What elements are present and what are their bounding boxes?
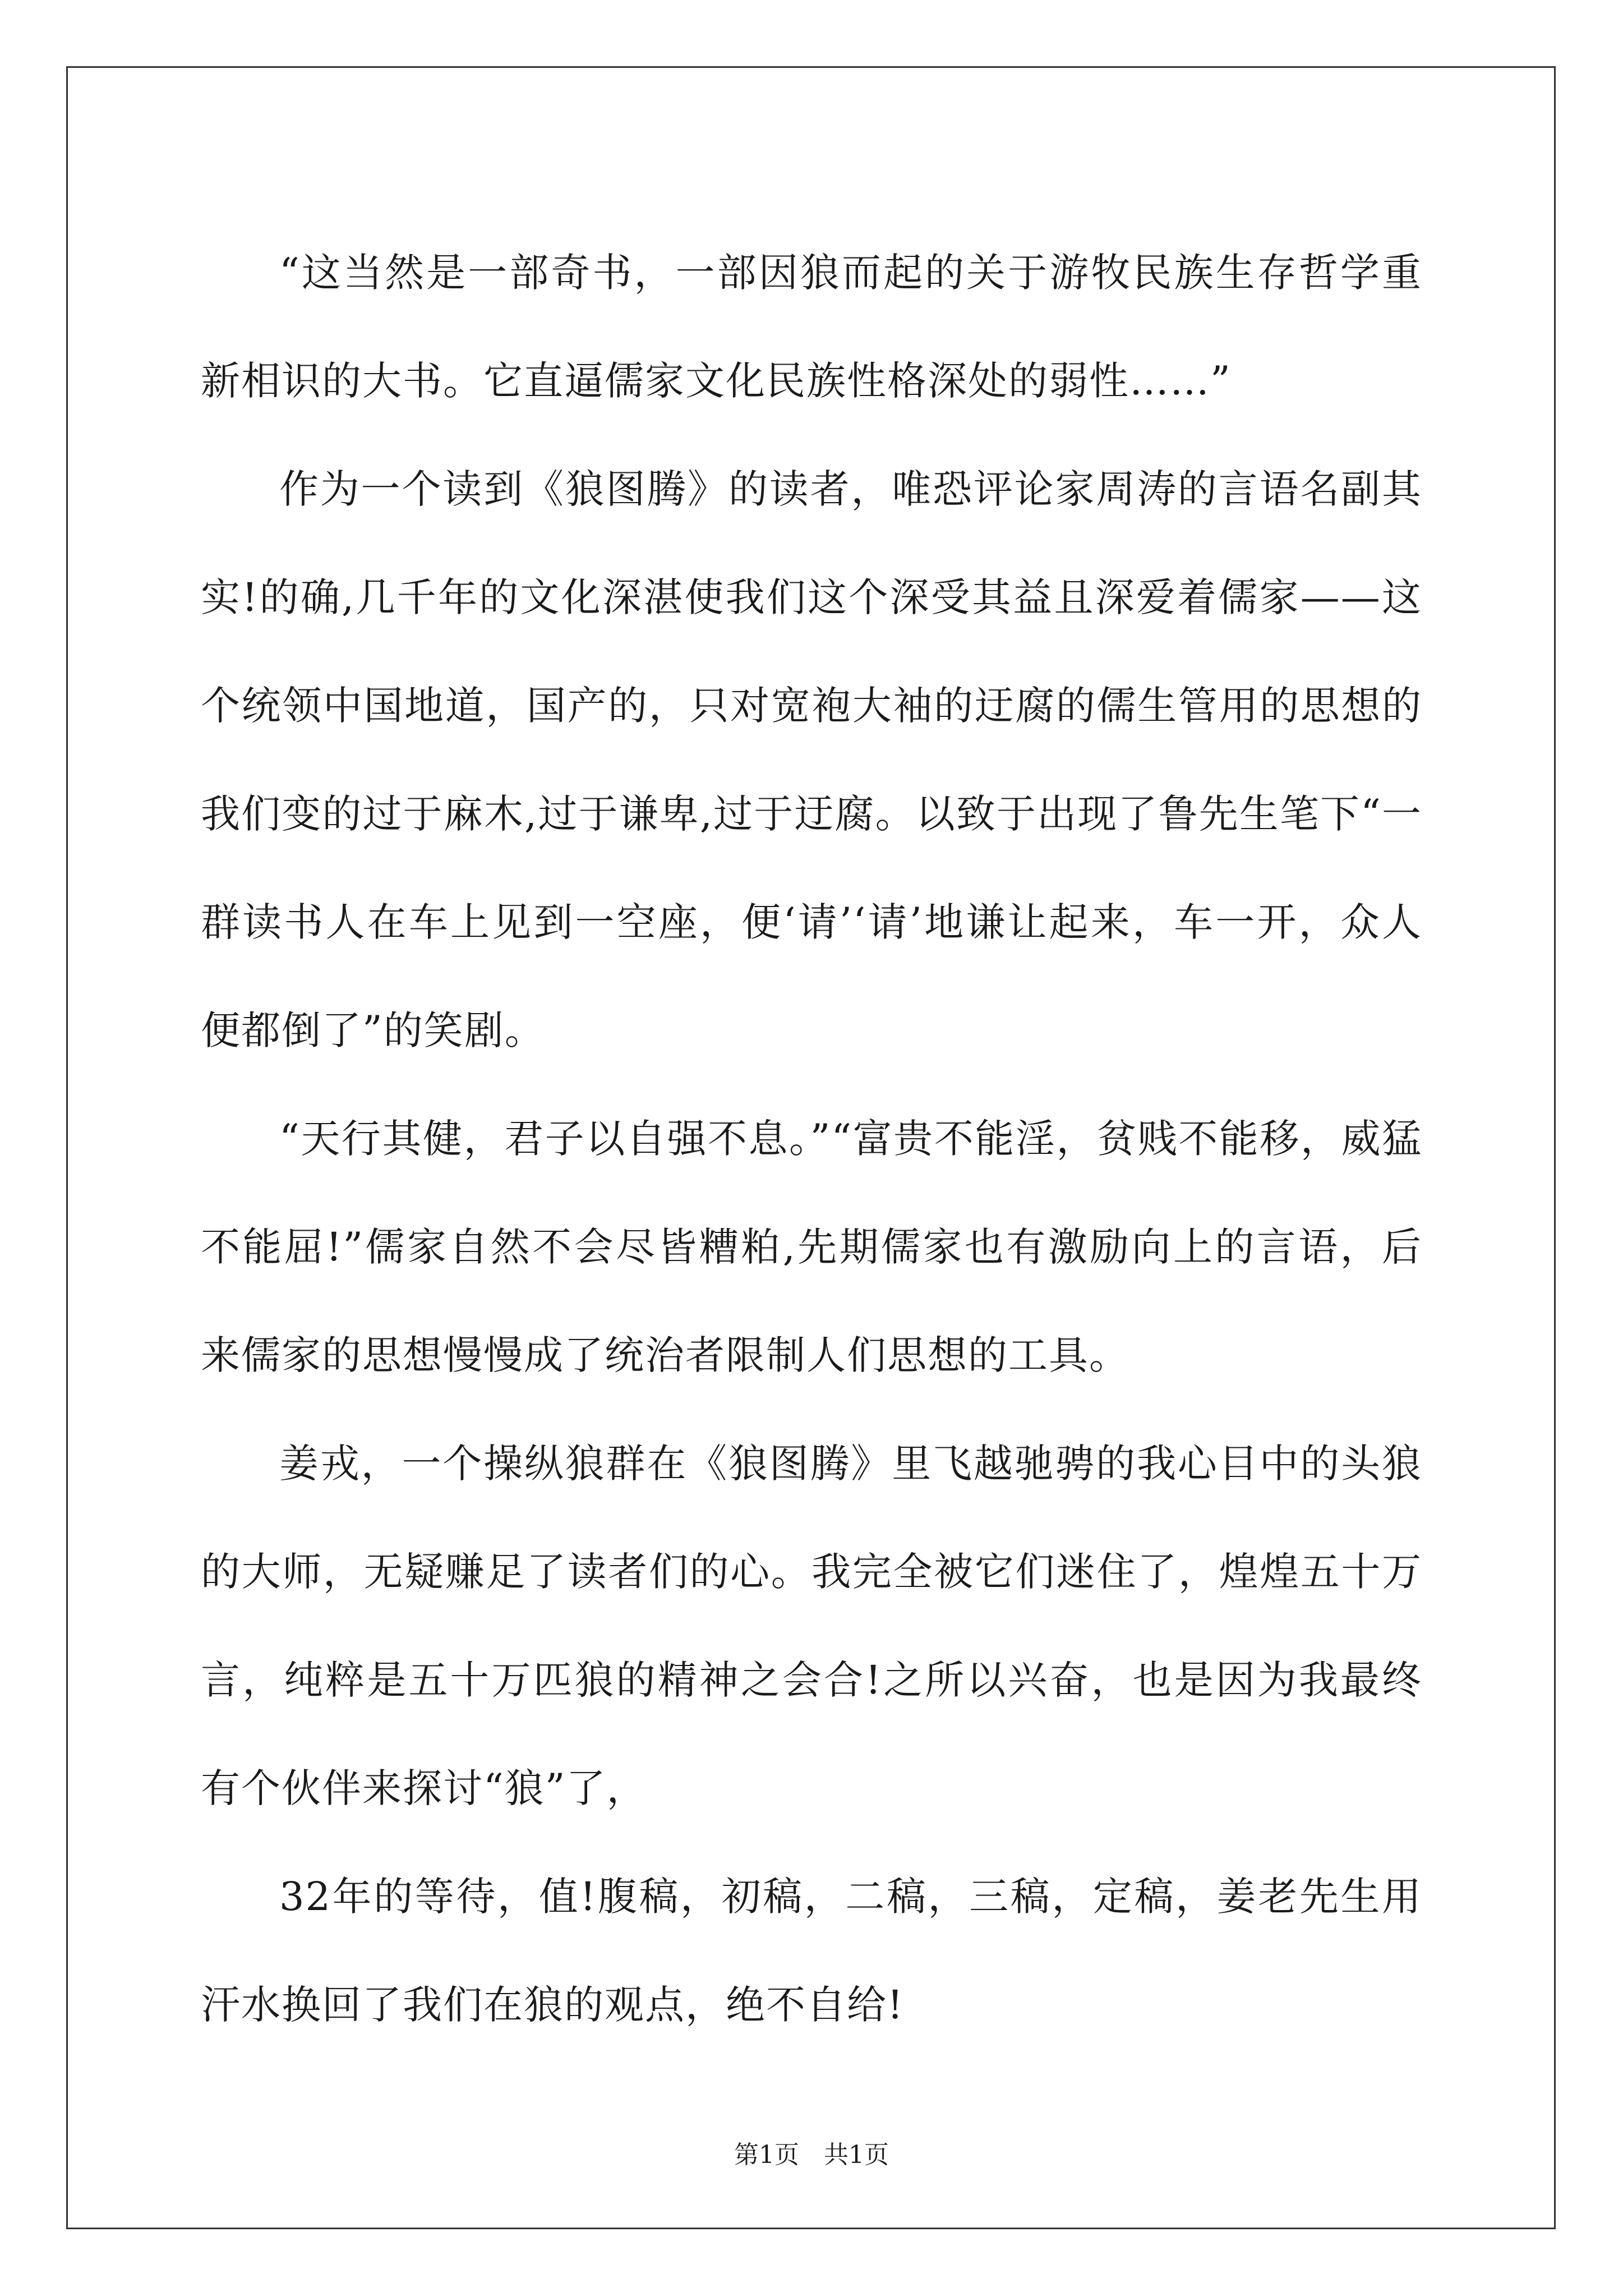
- paragraph-4: 姜戎，一个操纵狼群在《狼图腾》里飞越驰骋的我心目中的头狼的大师，无疑赚足了读者们的心。我完全被它们迷住了，煌煌五十万言，纯粹是五十万匹狼的精神之会合!之所以兴奋，也是因为我最终有个伙伴来探讨“狼”了，: [201, 1441, 1422, 1811]
- paragraph-5: 32年的等待，值!腹稿，初稿，二稿，三稿，定稿，姜老先生用汗水换回了我们在狼的观点，绝不自给!: [201, 1874, 1422, 2028]
- paragraph-2: 作为一个读到《狼图腾》的读者，唯恐评论家周涛的言语名副其实!的确,几千年的文化深湛使我们这个深受其益且深爱着儒家——这个统领中国地道，国产的，只对宽袍大袖的迂腐的儒生管用的思想的我们变的过于麻木,过于谦卑,过于迂腐。以致于出现了鲁先生笔下“一群读书人在车上见到一空座，便‘请’‘请’地谦让起来，车一开，众人便都倒了”的笑剧。: [201, 466, 1422, 1053]
- document-body: [201, 219, 1422, 2059]
- page-footer: 第1页 共1页: [734, 2141, 889, 2169]
- paragraph-3: “天行其健，君子以自强不息。”“富贵不能淫，贫贱不能移，威猛不能屈!”儒家自然不会尽皆糟粕,先期儒家也有激励向上的言语，后来儒家的思想慢慢成了统治者限制人们思想的工具。: [201, 1116, 1422, 1378]
- paragraph-1: “这当然是一部奇书，一部因狼而起的关于游牧民族生存哲学重新相识的大书。它直逼儒家文化民族性格深处的弱性……”: [201, 250, 1422, 404]
